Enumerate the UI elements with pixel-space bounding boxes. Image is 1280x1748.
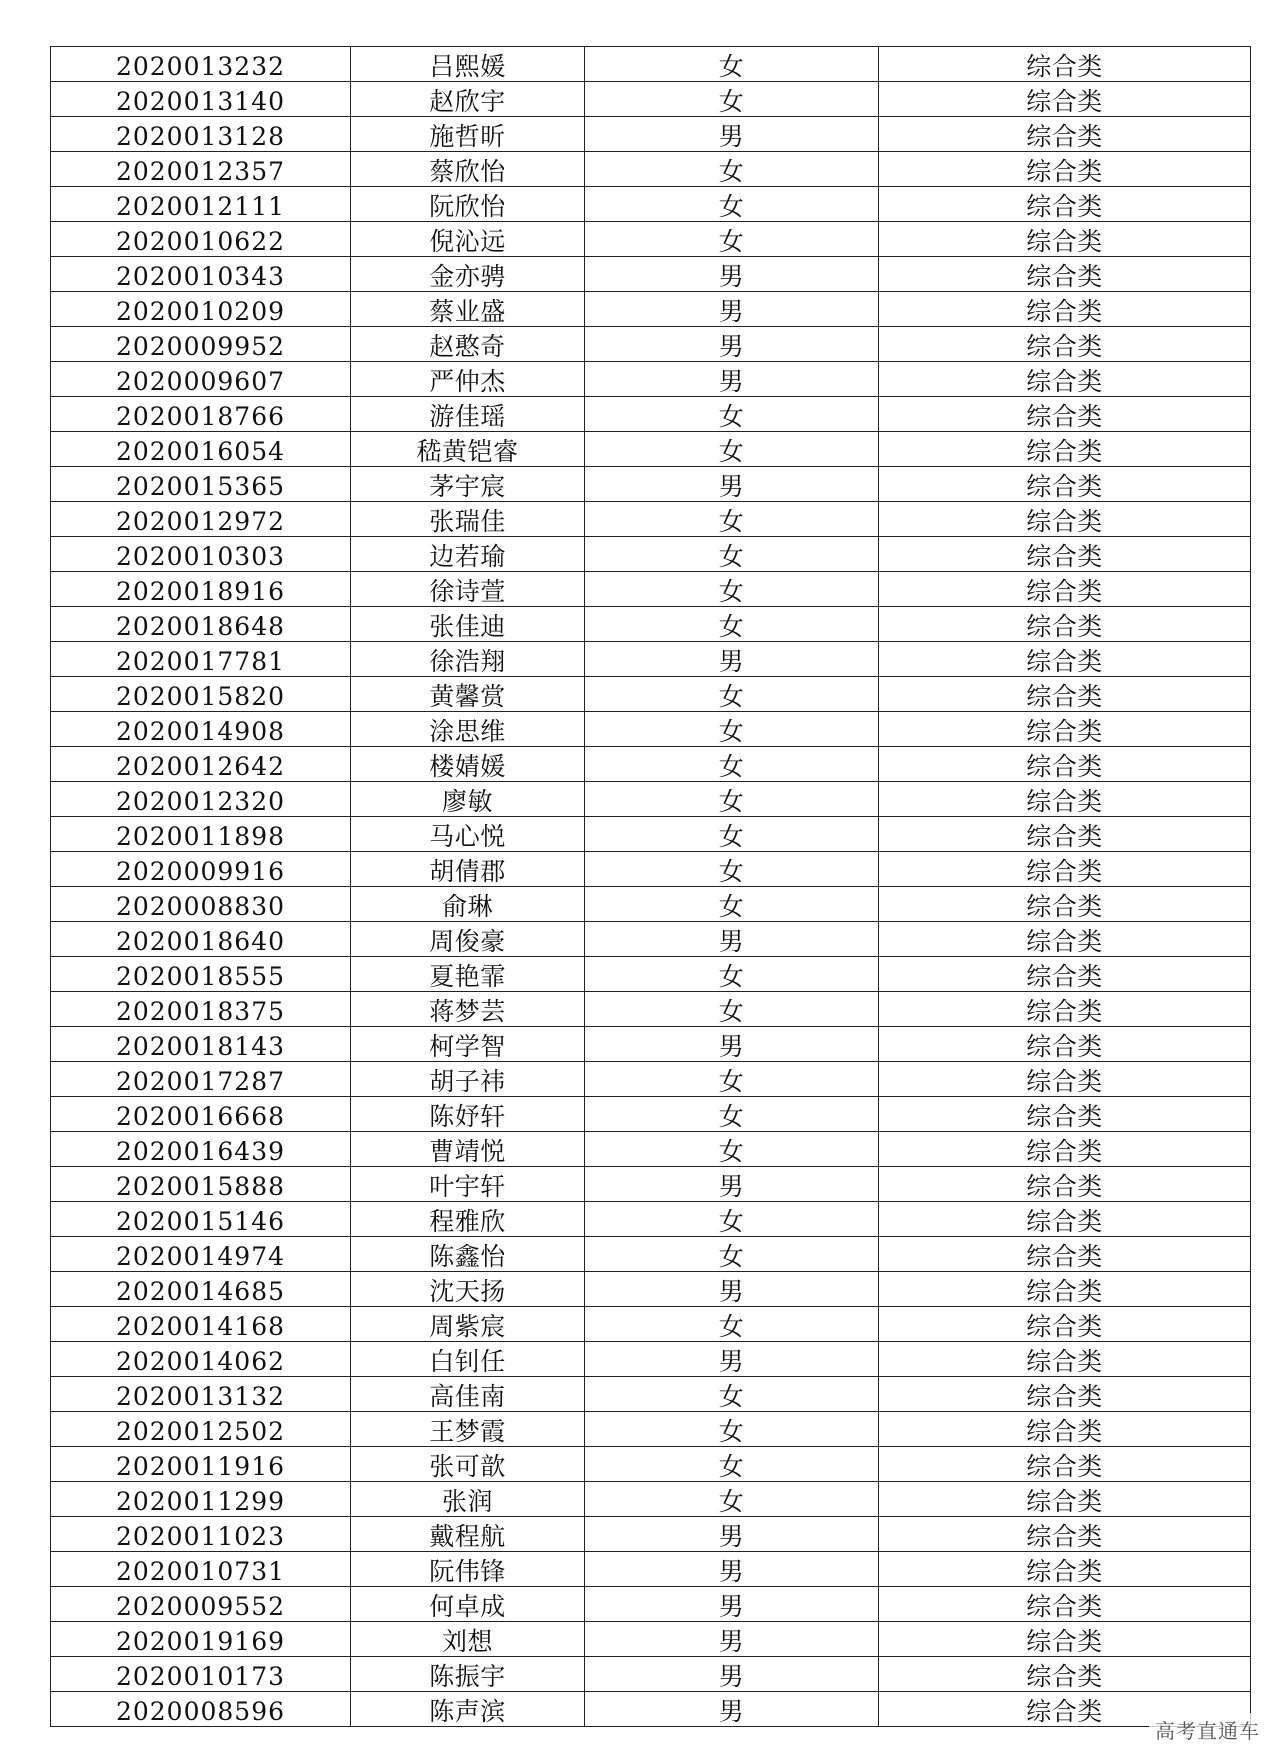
student-name-cell: 周紫宸: [351, 1307, 585, 1342]
category-cell: 综合类: [879, 117, 1251, 152]
gender-cell: 女: [585, 1237, 879, 1272]
student-name-cell: 茅宇宸: [351, 467, 585, 502]
student-id-cell: 2020010731: [51, 1552, 351, 1587]
watermark: 高考直通车: [1149, 1713, 1266, 1746]
gender-cell: 女: [585, 222, 879, 257]
category-cell: 综合类: [879, 852, 1251, 887]
student-id-cell: 2020012972: [51, 502, 351, 537]
student-id-cell: 2020018143: [51, 1027, 351, 1062]
student-id-cell: 2020014974: [51, 1237, 351, 1272]
table-row: [51, 1132, 1251, 1167]
table-row: [51, 327, 1251, 362]
gender-cell: 女: [585, 677, 879, 712]
student-name-cell: 白钊任: [351, 1342, 585, 1377]
table-row: [51, 432, 1251, 467]
student-id-cell: 2020015888: [51, 1167, 351, 1202]
category-cell: 综合类: [879, 1552, 1251, 1587]
student-id-cell: 2020018766: [51, 397, 351, 432]
student-name-cell: 沈天扬: [351, 1272, 585, 1307]
student-name-cell: 张瑞佳: [351, 502, 585, 537]
student-id-cell: 2020013140: [51, 82, 351, 117]
student-id-cell: 2020012111: [51, 187, 351, 222]
student-name-cell: 廖敏: [351, 782, 585, 817]
student-id-cell: 2020015365: [51, 467, 351, 502]
gender-cell: 女: [585, 397, 879, 432]
category-cell: 综合类: [879, 537, 1251, 572]
table-row: [51, 292, 1251, 327]
gender-cell: 女: [585, 1132, 879, 1167]
category-cell: 综合类: [879, 1062, 1251, 1097]
category-cell: 综合类: [879, 47, 1251, 82]
category-cell: 综合类: [879, 502, 1251, 537]
category-cell: 综合类: [879, 572, 1251, 607]
student-id-cell: 2020013128: [51, 117, 351, 152]
student-name-cell: 张佳迪: [351, 607, 585, 642]
student-id-cell: 2020014908: [51, 712, 351, 747]
category-cell: 综合类: [879, 1447, 1251, 1482]
table-row: [51, 712, 1251, 747]
gender-cell: 女: [585, 1447, 879, 1482]
table-row: [51, 607, 1251, 642]
table-row: [51, 1622, 1251, 1657]
student-id-cell: 2020010209: [51, 292, 351, 327]
gender-cell: 女: [585, 47, 879, 82]
student-name-cell: 蔡业盛: [351, 292, 585, 327]
student-name-cell: 严仲杰: [351, 362, 585, 397]
table-row: [51, 1202, 1251, 1237]
gender-cell: 女: [585, 957, 879, 992]
student-id-cell: 2020018640: [51, 922, 351, 957]
gender-cell: 女: [585, 187, 879, 222]
student-name-cell: 赵欣宇: [351, 82, 585, 117]
table-row: [51, 887, 1251, 922]
student-name-cell: 何卓成: [351, 1587, 585, 1622]
student-id-cell: 2020008830: [51, 887, 351, 922]
student-name-cell: 张润: [351, 1482, 585, 1517]
table-row: [51, 82, 1251, 117]
gender-cell: 女: [585, 502, 879, 537]
student-name-cell: 徐诗萱: [351, 572, 585, 607]
category-cell: 综合类: [879, 467, 1251, 502]
category-cell: 综合类: [879, 1482, 1251, 1517]
gender-cell: 女: [585, 887, 879, 922]
table-row: [51, 537, 1251, 572]
student-name-cell: 徐浩翔: [351, 642, 585, 677]
student-id-cell: 2020018555: [51, 957, 351, 992]
table-body: [51, 47, 1251, 1727]
student-name-cell: 阮伟锋: [351, 1552, 585, 1587]
category-cell: 综合类: [879, 1307, 1251, 1342]
student-id-cell: 2020012320: [51, 782, 351, 817]
gender-cell: 男: [585, 1272, 879, 1307]
category-cell: 综合类: [879, 1097, 1251, 1132]
category-cell: 综合类: [879, 747, 1251, 782]
student-name-cell: 程雅欣: [351, 1202, 585, 1237]
gender-cell: 女: [585, 432, 879, 467]
student-id-cell: 2020012502: [51, 1412, 351, 1447]
category-cell: 综合类: [879, 922, 1251, 957]
table-row: [51, 1377, 1251, 1412]
category-cell: 综合类: [879, 1167, 1251, 1202]
gender-cell: 女: [585, 712, 879, 747]
table-row: [51, 1517, 1251, 1552]
student-id-cell: 2020013232: [51, 47, 351, 82]
table-row: [51, 1552, 1251, 1587]
table-row: [51, 992, 1251, 1027]
student-id-cell: 2020012357: [51, 152, 351, 187]
table-row: [51, 1587, 1251, 1622]
table-row: [51, 1447, 1251, 1482]
gender-cell: 男: [585, 1027, 879, 1062]
table-row: [51, 642, 1251, 677]
category-cell: 综合类: [879, 712, 1251, 747]
student-list-table: [50, 46, 1251, 1727]
student-id-cell: 2020011898: [51, 817, 351, 852]
table-row: [51, 1237, 1251, 1272]
student-id-cell: 2020009552: [51, 1587, 351, 1622]
table-row: [51, 1027, 1251, 1062]
student-id-cell: 2020017287: [51, 1062, 351, 1097]
category-cell: 综合类: [879, 1657, 1251, 1692]
category-cell: 综合类: [879, 257, 1251, 292]
table-row: [51, 397, 1251, 432]
gender-cell: 女: [585, 1377, 879, 1412]
category-cell: 综合类: [879, 1202, 1251, 1237]
student-name-cell: 曹靖悦: [351, 1132, 585, 1167]
student-name-cell: 蔡欣怡: [351, 152, 585, 187]
student-name-cell: 陈妤轩: [351, 1097, 585, 1132]
category-cell: 综合类: [879, 1272, 1251, 1307]
gender-cell: 男: [585, 1517, 879, 1552]
student-name-cell: 蒋梦芸: [351, 992, 585, 1027]
student-name-cell: 戴程航: [351, 1517, 585, 1552]
table-row: [51, 502, 1251, 537]
table-row: [51, 852, 1251, 887]
student-id-cell: 2020010622: [51, 222, 351, 257]
student-name-cell: 黄馨赏: [351, 677, 585, 712]
student-id-cell: 2020018375: [51, 992, 351, 1027]
student-name-cell: 高佳南: [351, 1377, 585, 1412]
category-cell: 综合类: [879, 992, 1251, 1027]
gender-cell: 男: [585, 327, 879, 362]
table-row: [51, 957, 1251, 992]
student-name-cell: 游佳瑶: [351, 397, 585, 432]
table-row: [51, 1692, 1251, 1727]
gender-cell: 女: [585, 992, 879, 1027]
student-name-cell: 倪沁远: [351, 222, 585, 257]
student-id-cell: 2020010173: [51, 1657, 351, 1692]
gender-cell: 男: [585, 1692, 879, 1727]
gender-cell: 男: [585, 467, 879, 502]
gender-cell: 女: [585, 852, 879, 887]
student-name-cell: 阮欣怡: [351, 187, 585, 222]
student-name-cell: 马心悦: [351, 817, 585, 852]
category-cell: 综合类: [879, 1237, 1251, 1272]
table-row: [51, 747, 1251, 782]
category-cell: 综合类: [879, 607, 1251, 642]
table-row: [51, 47, 1251, 82]
table-row: [51, 572, 1251, 607]
table-row: [51, 1272, 1251, 1307]
category-cell: 综合类: [879, 187, 1251, 222]
student-name-cell: 金亦骋: [351, 257, 585, 292]
category-cell: 综合类: [879, 817, 1251, 852]
gender-cell: 男: [585, 117, 879, 152]
category-cell: 综合类: [879, 1412, 1251, 1447]
student-name-cell: 陈振宇: [351, 1657, 585, 1692]
student-id-cell: 2020014168: [51, 1307, 351, 1342]
category-cell: 综合类: [879, 152, 1251, 187]
student-id-cell: 2020010303: [51, 537, 351, 572]
student-id-cell: 2020019169: [51, 1622, 351, 1657]
gender-cell: 男: [585, 1552, 879, 1587]
category-cell: 综合类: [879, 1132, 1251, 1167]
category-cell: 综合类: [879, 642, 1251, 677]
student-name-cell: 胡倩郡: [351, 852, 585, 887]
student-name-cell: 胡子祎: [351, 1062, 585, 1097]
student-name-cell: 边若瑜: [351, 537, 585, 572]
student-name-cell: 陈鑫怡: [351, 1237, 585, 1272]
category-cell: 综合类: [879, 957, 1251, 992]
student-id-cell: 2020015820: [51, 677, 351, 712]
gender-cell: 男: [585, 1342, 879, 1377]
gender-cell: 男: [585, 1657, 879, 1692]
category-cell: 综合类: [879, 292, 1251, 327]
table-row: [51, 782, 1251, 817]
table-row: [51, 1342, 1251, 1377]
table-row: [51, 1482, 1251, 1517]
gender-cell: 男: [585, 1587, 879, 1622]
student-name-cell: 俞琳: [351, 887, 585, 922]
category-cell: 综合类: [879, 397, 1251, 432]
category-cell: 综合类: [879, 1587, 1251, 1622]
table-row: [51, 677, 1251, 712]
category-cell: 综合类: [879, 1342, 1251, 1377]
student-name-cell: 夏艳霏: [351, 957, 585, 992]
table-row: [51, 187, 1251, 222]
category-cell: 综合类: [879, 327, 1251, 362]
category-cell: 综合类: [879, 432, 1251, 467]
table-row: [51, 467, 1251, 502]
student-id-cell: 2020016054: [51, 432, 351, 467]
student-id-cell: 2020014685: [51, 1272, 351, 1307]
gender-cell: 女: [585, 1202, 879, 1237]
gender-cell: 女: [585, 572, 879, 607]
student-id-cell: 2020011299: [51, 1482, 351, 1517]
student-name-cell: 施哲昕: [351, 117, 585, 152]
table-row: [51, 1412, 1251, 1447]
category-cell: 综合类: [879, 1622, 1251, 1657]
category-cell: 综合类: [879, 782, 1251, 817]
table-row: [51, 1307, 1251, 1342]
student-name-cell: 王梦霞: [351, 1412, 585, 1447]
gender-cell: 男: [585, 1167, 879, 1202]
gender-cell: 女: [585, 817, 879, 852]
gender-cell: 女: [585, 1097, 879, 1132]
student-name-cell: 嵇黄铠睿: [351, 432, 585, 467]
student-name-cell: 涂思维: [351, 712, 585, 747]
student-id-cell: 2020009607: [51, 362, 351, 397]
table-row: [51, 1167, 1251, 1202]
student-name-cell: 陈声滨: [351, 1692, 585, 1727]
gender-cell: 男: [585, 1622, 879, 1657]
student-name-cell: 楼婧媛: [351, 747, 585, 782]
table-row: [51, 152, 1251, 187]
student-name-cell: 张可歆: [351, 1447, 585, 1482]
gender-cell: 女: [585, 537, 879, 572]
category-cell: 综合类: [879, 887, 1251, 922]
category-cell: 综合类: [879, 1692, 1251, 1727]
student-id-cell: 2020017781: [51, 642, 351, 677]
category-cell: 综合类: [879, 1027, 1251, 1062]
student-id-cell: 2020011916: [51, 1447, 351, 1482]
gender-cell: 女: [585, 747, 879, 782]
table-row: [51, 222, 1251, 257]
gender-cell: 女: [585, 82, 879, 117]
student-id-cell: 2020016668: [51, 1097, 351, 1132]
table-row: [51, 922, 1251, 957]
gender-cell: 女: [585, 152, 879, 187]
gender-cell: 女: [585, 1307, 879, 1342]
gender-cell: 女: [585, 782, 879, 817]
student-id-cell: 2020018648: [51, 607, 351, 642]
student-id-cell: 2020009916: [51, 852, 351, 887]
student-id-cell: 2020015146: [51, 1202, 351, 1237]
category-cell: 综合类: [879, 82, 1251, 117]
student-id-cell: 2020012642: [51, 747, 351, 782]
student-name-cell: 叶宇轩: [351, 1167, 585, 1202]
student-name-cell: 刘想: [351, 1622, 585, 1657]
student-name-cell: 柯学智: [351, 1027, 585, 1062]
gender-cell: 男: [585, 642, 879, 677]
student-id-cell: 2020013132: [51, 1377, 351, 1412]
student-id-cell: 2020010343: [51, 257, 351, 292]
gender-cell: 女: [585, 1482, 879, 1517]
gender-cell: 女: [585, 1062, 879, 1097]
student-name-cell: 吕熙媛: [351, 47, 585, 82]
gender-cell: 男: [585, 292, 879, 327]
category-cell: 综合类: [879, 222, 1251, 257]
table-row: [51, 817, 1251, 852]
student-id-cell: 2020009952: [51, 327, 351, 362]
category-cell: 综合类: [879, 1517, 1251, 1552]
student-id-cell: 2020018916: [51, 572, 351, 607]
student-id-cell: 2020014062: [51, 1342, 351, 1377]
table-row: [51, 1657, 1251, 1692]
category-cell: 综合类: [879, 677, 1251, 712]
table-row: [51, 1097, 1251, 1132]
gender-cell: 女: [585, 1412, 879, 1447]
category-cell: 综合类: [879, 1377, 1251, 1412]
student-name-cell: 周俊豪: [351, 922, 585, 957]
table-row: [51, 1062, 1251, 1097]
table-row: [51, 257, 1251, 292]
student-id-cell: 2020011023: [51, 1517, 351, 1552]
category-cell: 综合类: [879, 362, 1251, 397]
gender-cell: 男: [585, 922, 879, 957]
gender-cell: 男: [585, 362, 879, 397]
student-name-cell: 赵憨奇: [351, 327, 585, 362]
table-row: [51, 362, 1251, 397]
student-id-cell: 2020008596: [51, 1692, 351, 1727]
table-row: [51, 117, 1251, 152]
student-id-cell: 2020016439: [51, 1132, 351, 1167]
gender-cell: 男: [585, 257, 879, 292]
gender-cell: 女: [585, 607, 879, 642]
